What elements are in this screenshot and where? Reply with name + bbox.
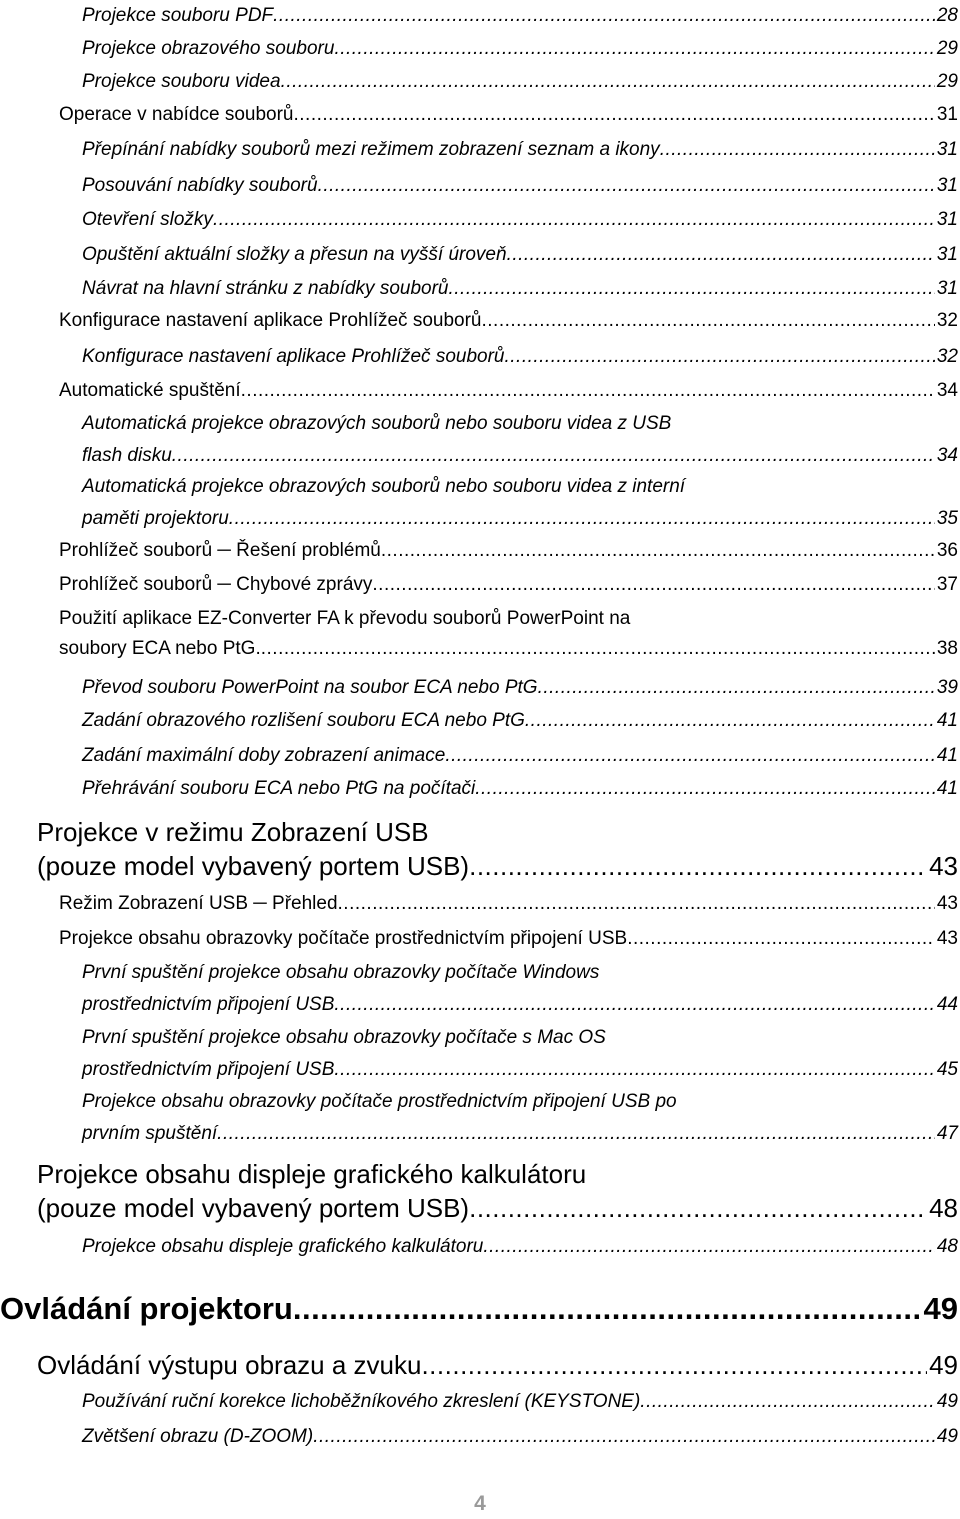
toc-entry[interactable] <box>59 924 958 954</box>
dot-leader <box>294 100 935 130</box>
dot-leader <box>483 1231 935 1263</box>
toc-entry-page: 34 <box>936 380 958 401</box>
toc-entry-title: Projekce souboru PDF <box>82 5 274 26</box>
toc-entry[interactable] <box>59 376 958 406</box>
toc-entry-page: 43 <box>936 928 958 949</box>
toc-entry-page: 48 <box>936 1236 958 1257</box>
dot-leader <box>481 306 934 336</box>
toc-entry-page: 37 <box>936 574 958 595</box>
toc-entry-title: Operace v nabídce souborů <box>59 104 294 125</box>
toc-entry-page: 41 <box>936 710 958 731</box>
toc-entry-title: Projekce obsahu displeje grafického kalkulátoru <box>82 1236 484 1257</box>
toc-entry-title: Přepínání nabídky souborů mezi režimem zobrazení seznam a ikony <box>82 139 660 160</box>
toc-entry-page: 49 <box>929 1350 958 1380</box>
toc-entry-page: 43 <box>929 851 958 881</box>
toc-entry[interactable] <box>37 815 958 883</box>
dot-leader <box>293 1287 922 1331</box>
dot-leader <box>507 239 935 271</box>
dot-leader <box>504 341 934 373</box>
toc-entry-title: prostřednictvím připojení USB <box>82 1059 335 1080</box>
toc-entry[interactable] <box>82 1421 958 1453</box>
dot-leader <box>660 134 935 166</box>
dot-leader <box>448 273 934 305</box>
toc-entry-page: 49 <box>923 1291 958 1326</box>
dot-leader <box>334 989 934 1021</box>
toc-entry-title-line: Projekce obsahu displeje grafického kalkulátoru <box>37 1159 587 1189</box>
dot-leader <box>421 1348 927 1382</box>
toc-entry[interactable] <box>82 1086 958 1150</box>
toc-entry-title: Opuštění aktuální složky a přesun na vyšší úroveň <box>82 244 507 265</box>
toc-entry-title: soubory ECA nebo PtG. <box>59 638 261 659</box>
dot-leader <box>627 924 935 954</box>
toc-entry-title-line: Použití aplikace EZ-Converter FA k převodu souborů PowerPoint na <box>59 608 631 629</box>
toc-entry-title-line: První spuštění projekce obsahu obrazovky počítače s Mac OS <box>82 1027 606 1048</box>
toc-entry[interactable] <box>82 0 958 32</box>
toc-entry[interactable] <box>82 273 958 305</box>
toc-entry-title: Prohlížeč souborů ─ Chybové zprávy <box>59 574 373 595</box>
toc-entry[interactable] <box>82 1231 958 1263</box>
toc-entry-page: 39 <box>936 677 958 698</box>
toc-entry-page: 31 <box>936 278 958 299</box>
dot-leader <box>313 1421 935 1453</box>
toc-entry-title: Zadání obrazového rozlišení souboru ECA nebo PtG <box>82 710 525 731</box>
toc-entry-page: 38 <box>936 638 958 659</box>
toc-entry-page: 29 <box>936 71 958 92</box>
toc-entry-page: 31 <box>936 244 958 265</box>
toc-entry[interactable] <box>0 1287 958 1331</box>
toc-entry-page: 47 <box>936 1123 958 1144</box>
dot-leader <box>338 889 935 919</box>
toc-entry-title-line: Projekce v režimu Zobrazení USB <box>37 817 429 847</box>
dot-leader <box>334 1054 934 1086</box>
toc-entry-page: 45 <box>936 1059 958 1080</box>
toc-entry-page: 44 <box>936 994 958 1015</box>
toc-entry[interactable] <box>82 170 958 202</box>
toc-entry[interactable] <box>82 33 958 65</box>
toc-entry[interactable] <box>82 408 958 472</box>
dot-leader <box>640 1386 935 1418</box>
toc-entry-page: 28 <box>936 5 958 26</box>
toc-entry[interactable] <box>59 306 958 336</box>
toc-entry[interactable] <box>82 773 958 805</box>
toc-entry-title: flash disku <box>82 445 172 466</box>
toc-entry-title-line: Automatická projekce obrazových souborů nebo souboru videa z USB <box>82 413 672 434</box>
toc-entry-title: Konfigurace nastavení aplikace Prohlížeč souborů <box>82 346 505 367</box>
toc-entry-title: prvním spuštění <box>82 1123 218 1144</box>
dot-leader <box>318 170 935 202</box>
toc-entry[interactable] <box>37 1348 958 1382</box>
toc-entry[interactable] <box>82 471 958 535</box>
toc-entry-title: paměti projektoru <box>82 508 229 529</box>
toc-entry-page: 31 <box>936 104 958 125</box>
dot-leader <box>538 672 935 704</box>
toc-entry[interactable] <box>59 100 958 130</box>
toc-entry-title: (pouze model vybavený portem USB) <box>37 1193 470 1223</box>
toc-entry[interactable] <box>82 672 958 704</box>
toc-entry-title: Automatické spuštění <box>59 380 241 401</box>
toc-entry-page: 36 <box>936 540 958 561</box>
toc-entry-title: Zadání maximální doby zobrazení animace <box>82 745 446 766</box>
toc-entry[interactable] <box>59 604 958 664</box>
toc-entry-title: Přehrávání souboru ECA nebo PtG na počítači <box>82 778 476 799</box>
toc-entry-title: Posouvání nabídky souborů <box>82 175 318 196</box>
toc-entry-title: Projekce souboru videa <box>82 71 281 92</box>
dot-leader <box>217 1118 935 1150</box>
toc-entry-page: 48 <box>929 1193 958 1223</box>
dot-leader <box>241 376 935 406</box>
toc-entry-title: Prohlížeč souborů ─ Řešení problémů <box>59 540 381 561</box>
dot-leader <box>261 634 935 664</box>
toc-entry-title: Projekce obrazového souboru <box>82 38 335 59</box>
toc-entry[interactable] <box>82 1386 958 1418</box>
toc-entry-page: 31 <box>936 209 958 230</box>
dot-leader <box>334 33 934 65</box>
toc-entry-page: 31 <box>936 175 958 196</box>
toc-entry-title: Ovládání projektoru <box>0 1291 293 1326</box>
dot-leader <box>273 0 935 32</box>
toc-entry-page: 34 <box>936 445 958 466</box>
toc-entry-title-line: První spuštění projekce obsahu obrazovky počítače Windows <box>82 962 600 983</box>
toc-entry-page: 31 <box>936 139 958 160</box>
toc-entry[interactable] <box>59 536 958 566</box>
dot-leader <box>381 536 935 566</box>
toc-entry-title: Používání ruční korekce lichoběžníkového zkreslení (KEYSTONE) <box>82 1391 641 1412</box>
toc-entry-title-line: Projekce obsahu obrazovky počítače prostřednictvím připojení USB po <box>82 1091 677 1112</box>
toc-entry-title: Konfigurace nastavení aplikace Prohlížeč souborů <box>59 310 482 331</box>
toc-entry-page: 43 <box>936 893 958 914</box>
toc-entry[interactable] <box>37 1157 958 1225</box>
toc-entry-page: 32 <box>936 346 958 367</box>
toc-entry[interactable] <box>82 134 958 166</box>
toc-entry-title: Návrat na hlavní stránku z nabídky souborů <box>82 278 449 299</box>
toc-entry-page: 49 <box>936 1426 958 1447</box>
page-number: 4 <box>474 1492 486 1515</box>
toc-entry-title: Režim Zobrazení USB ─ Přehled <box>59 893 338 914</box>
toc-entry[interactable] <box>82 957 958 1021</box>
toc-entry-page: 49 <box>936 1391 958 1412</box>
toc-entry[interactable] <box>82 66 958 98</box>
dot-leader <box>475 773 935 805</box>
toc-entry-page: 41 <box>936 745 958 766</box>
toc-entry-title: Zvětšení obrazu (D-ZOOM) <box>82 1426 314 1447</box>
dot-leader <box>469 1191 927 1225</box>
dot-leader <box>172 440 935 472</box>
toc-entry[interactable] <box>82 1022 958 1086</box>
toc-entry-page: 41 <box>936 778 958 799</box>
toc-entry-title: (pouze model vybavený portem USB) <box>37 851 470 881</box>
toc-entry-page: 35 <box>936 508 958 529</box>
toc-entry[interactable] <box>59 570 958 600</box>
toc-entry[interactable] <box>82 740 958 772</box>
dot-leader <box>445 740 935 772</box>
toc-entry-title: Otevření složky <box>82 209 213 230</box>
toc-entry[interactable] <box>59 889 958 919</box>
toc-entry-title: Převod souboru PowerPoint na soubor ECA nebo PtG <box>82 677 538 698</box>
dot-leader <box>213 204 935 236</box>
toc-entry-page: 29 <box>936 38 958 59</box>
toc-entry[interactable] <box>82 341 958 373</box>
toc-entry-page: 32 <box>936 310 958 331</box>
dot-leader <box>469 849 927 883</box>
dot-leader <box>525 705 935 737</box>
dot-leader <box>281 66 935 98</box>
dot-leader <box>229 503 935 535</box>
toc-entry[interactable] <box>82 204 958 236</box>
toc-entry[interactable] <box>82 239 958 271</box>
toc-entry-title: Ovládání výstupu obrazu a zvuku <box>37 1350 422 1380</box>
toc-entry-title: prostřednictvím připojení USB <box>82 994 335 1015</box>
toc-entry[interactable] <box>82 705 958 737</box>
toc-entry-title-line: Automatická projekce obrazových souborů nebo souboru videa z interní <box>82 476 686 497</box>
dot-leader <box>372 570 934 600</box>
toc-entry-title: Projekce obsahu obrazovky počítače prostřednictvím připojení USB <box>59 928 628 949</box>
